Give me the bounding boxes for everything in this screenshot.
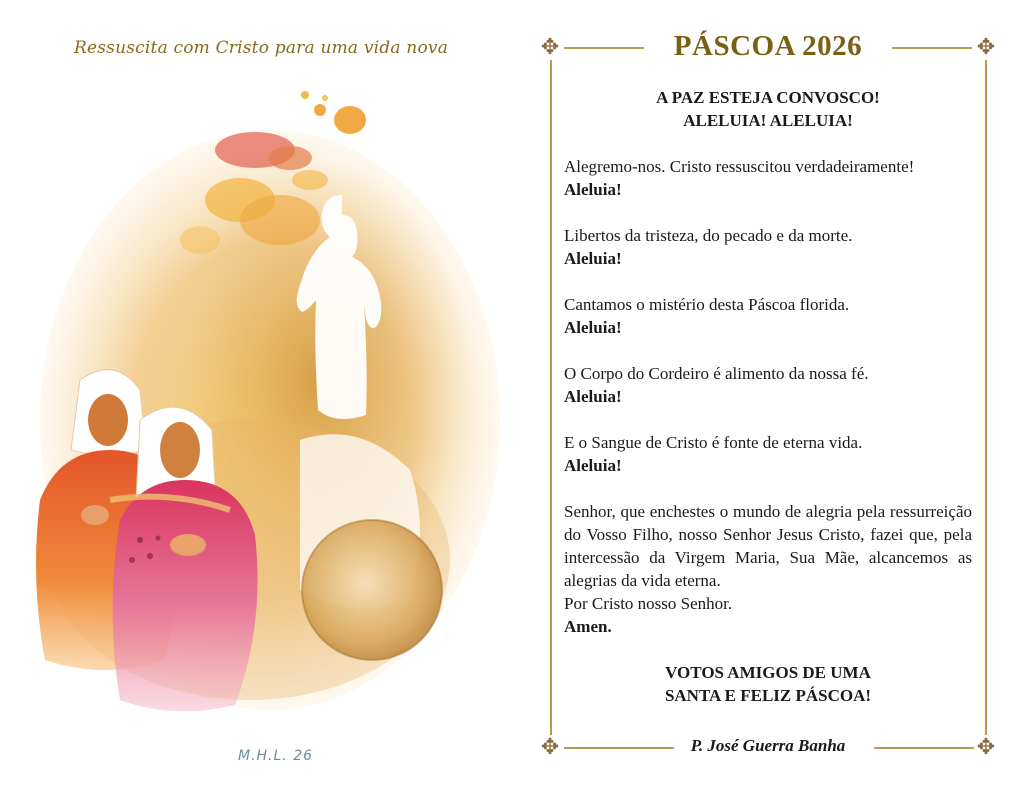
- stanza: [564, 293, 972, 339]
- flourish-ornament-icon: ✥: [540, 35, 560, 60]
- prayer-ending: Por Cristo nosso Senhor.: [564, 594, 733, 613]
- frame-left-line: [550, 60, 552, 735]
- closing-wishes: [564, 661, 972, 707]
- prayer-text: Senhor, que enchestes o mundo de alegria pela ressurreição do Vosso Filho, nosso Senhor Jesus Cristo, fazei que, pela intercessão da Virgem Maria, Sua Mãe, alcancemos as alegrias da vida eterna.: [564, 502, 972, 590]
- stanza-text: Libertos da tristeza, do pecado e da morte.: [564, 226, 853, 245]
- greeting-heading: [564, 86, 972, 132]
- stanza: [564, 431, 972, 477]
- stanza-text: O Corpo do Cordeiro é alimento da nossa fé.: [564, 364, 869, 383]
- artist-signature: M.H.L. 26: [238, 748, 314, 764]
- tagline: Ressuscita com Cristo para uma vida nova: [74, 38, 449, 58]
- stanza-response: Aleluia!: [564, 180, 622, 199]
- amen: Amen.: [564, 617, 612, 636]
- flourish-ornament-icon: ✥: [976, 735, 996, 760]
- card-body: [564, 86, 972, 707]
- text-card: [512, 0, 1024, 796]
- stanza-response: Aleluia!: [564, 318, 622, 337]
- frame-right-line: [985, 60, 987, 735]
- stanza-response: Aleluia!: [564, 387, 622, 406]
- card-title: PÁSCOA 2026: [673, 30, 863, 62]
- stanza-text: Cantamos o mistério desta Páscoa florida.: [564, 295, 850, 314]
- author-name: P. José Guerra Banha: [690, 736, 846, 755]
- prayer: [564, 500, 972, 638]
- greeting-line: ALELUIA! ALELUIA!: [683, 111, 853, 130]
- closing-line: SANTA E FELIZ PÁSCOA!: [664, 686, 872, 705]
- stanza-response: Aleluia!: [564, 456, 622, 475]
- stanza-text: Alegremo-nos. Cristo ressuscitou verdadeiramente!: [564, 157, 915, 176]
- stanza-response: Aleluia!: [564, 249, 622, 268]
- stanza: [564, 155, 972, 201]
- closing-line: VOTOS AMIGOS DE UMA: [665, 663, 871, 682]
- stanza: [564, 362, 972, 408]
- flourish-ornament-icon: ✥: [976, 35, 996, 60]
- flourish-ornament-icon: ✥: [540, 735, 560, 760]
- greeting-line: A PAZ ESTEJA CONVOSCO!: [656, 88, 880, 107]
- stanza-text: E o Sangue de Cristo é fonte de eterna vida.: [564, 433, 863, 452]
- stanza: [564, 224, 972, 270]
